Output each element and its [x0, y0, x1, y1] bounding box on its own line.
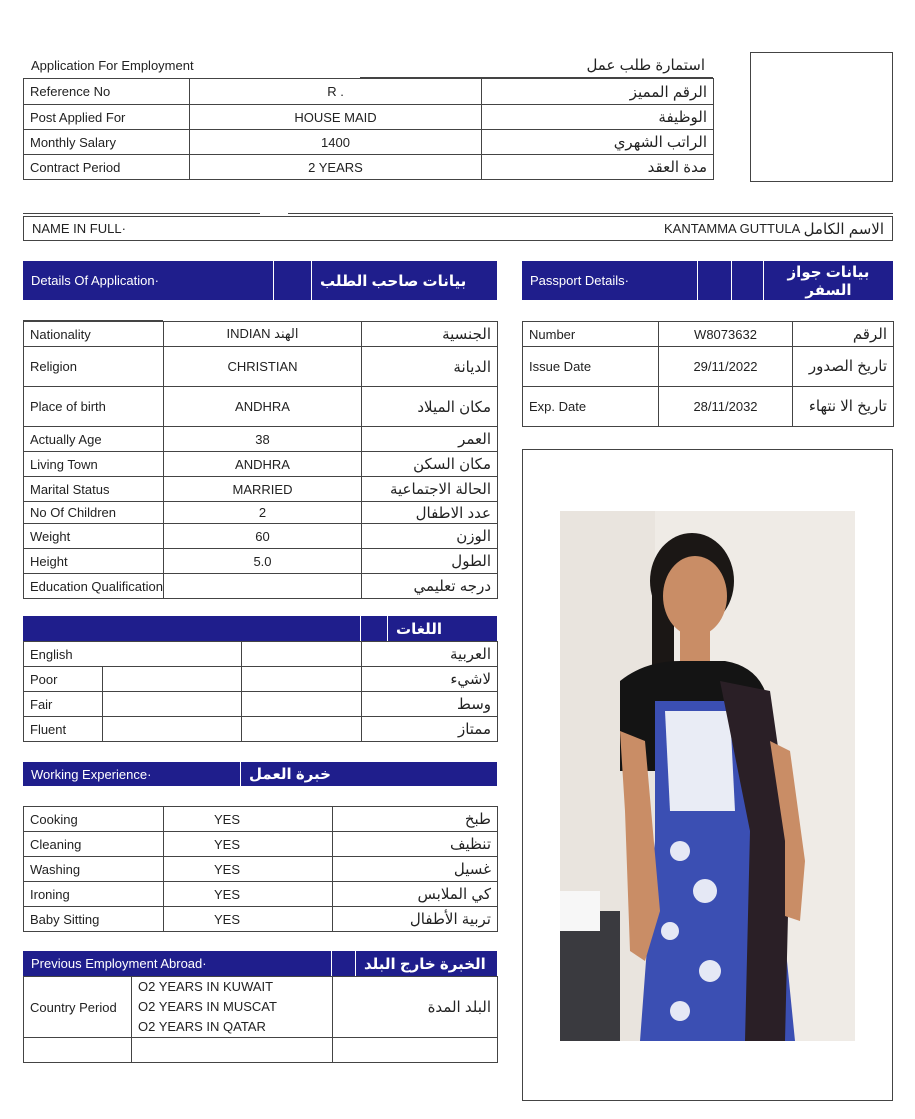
- language-english-label: English: [24, 642, 242, 667]
- passport-band-spacer-2: [732, 261, 764, 300]
- application-row: [24, 502, 498, 524]
- post-label: Post Applied For: [24, 105, 190, 130]
- religion-value: CHRISTIAN: [164, 347, 362, 387]
- passport-number-value: W8073632: [659, 322, 793, 347]
- birthplace-value: ANDHRA: [164, 387, 362, 427]
- language-poor-value: [103, 667, 242, 692]
- salary-label: Monthly Salary: [24, 130, 190, 155]
- passport-number-label-ar: الرقم: [793, 322, 894, 347]
- ironing-label-ar: كي الملابس: [333, 882, 498, 907]
- language-poor-label: Poor: [24, 667, 103, 692]
- issue-date-label: Issue Date: [523, 347, 659, 387]
- living-town-label: Living Town: [24, 452, 164, 477]
- issue-date-value: 29/11/2022: [659, 347, 793, 387]
- passport-row: [523, 387, 894, 427]
- education-label-ar: درجه تعليمي: [362, 574, 498, 599]
- language-english-value: [242, 642, 362, 667]
- marital-label-ar: الحالة الاجتماعية: [362, 477, 498, 502]
- education-label: Education Qualification: [24, 574, 164, 599]
- experience-row: [24, 882, 498, 907]
- language-row: [24, 717, 498, 742]
- abroad-table: [23, 976, 498, 1063]
- application-band: [23, 261, 497, 300]
- religion-label: Religion: [24, 347, 164, 387]
- salary-label-ar: الراتب الشهري: [482, 130, 714, 155]
- abroad-country-period-label: Country Period: [24, 977, 132, 1038]
- weight-value: 60: [164, 524, 362, 549]
- application-row: [24, 524, 498, 549]
- weight-label-ar: الوزن: [362, 524, 498, 549]
- nationality-value: INDIAN الهند: [164, 322, 362, 347]
- name-value: KANTAMMA GUTTULA: [664, 221, 801, 236]
- washing-label-ar: غسيل: [333, 857, 498, 882]
- abroad-empty-cell: [333, 1038, 498, 1063]
- weight-label: Weight: [24, 524, 164, 549]
- abroad-title-ar: الخبرة خارج البلد: [364, 955, 486, 973]
- language-fluent-value-ar: [242, 717, 362, 742]
- abroad-empty-row: [24, 1038, 498, 1063]
- language-fair-label: Fair: [24, 692, 103, 717]
- contract-label: Contract Period: [24, 155, 190, 180]
- header-row-reference: [24, 79, 714, 105]
- birthplace-label: Place of birth: [24, 387, 164, 427]
- height-value: 5.0: [164, 549, 362, 574]
- marital-label: Marital Status: [24, 477, 164, 502]
- experience-row: [24, 857, 498, 882]
- application-row: [24, 549, 498, 574]
- living-town-label-ar: مكان السكن: [362, 452, 498, 477]
- passport-table: [522, 321, 894, 427]
- age-value: 38: [164, 427, 362, 452]
- experience-row: [24, 907, 498, 932]
- experience-row: [24, 832, 498, 857]
- experience-row: [24, 807, 498, 832]
- cleaning-label-ar: تنظيف: [333, 832, 498, 857]
- experience-title-ar: خبرة العمل: [249, 766, 331, 783]
- passport-band-spacer-1: [698, 261, 732, 300]
- exp-date-value: 28/11/2032: [659, 387, 793, 427]
- education-value: [164, 574, 362, 599]
- header-title-ar: استمارة طلب عمل: [586, 57, 705, 74]
- header-table: [23, 78, 714, 180]
- photo-frame: [522, 449, 893, 1101]
- application-row: [24, 477, 498, 502]
- birthplace-label-ar: مكان الميلاد: [362, 387, 498, 427]
- header-row-post: [24, 105, 714, 130]
- ironing-value: YES: [164, 882, 333, 907]
- name-label: NAME IN FULL·: [32, 221, 126, 236]
- applicant-photo: [560, 511, 855, 1041]
- passport-number-label: Number: [523, 322, 659, 347]
- name-rule-left: [23, 213, 260, 214]
- application-row: [24, 322, 498, 347]
- cleaning-label: Cleaning: [24, 832, 164, 857]
- name-label-ar: الاسم الكامل ·: [794, 221, 884, 238]
- cleaning-value: YES: [164, 832, 333, 857]
- name-row: [23, 216, 893, 241]
- reference-label-ar: الرقم المميز: [482, 79, 714, 105]
- passport-band: [522, 261, 893, 300]
- application-row: [24, 387, 498, 427]
- children-label: No Of Children: [24, 502, 164, 524]
- passport-title-ar: بيانات جواز السفر: [787, 263, 870, 299]
- language-row: [24, 667, 498, 692]
- baby-sitting-label: Baby Sitting: [24, 907, 164, 932]
- small-photo-box: [750, 52, 893, 182]
- language-fair-label-ar: وسط: [362, 692, 498, 717]
- abroad-entry: O2 YEARS IN MUSCAT: [138, 999, 277, 1014]
- languages-band-spacer: [361, 616, 388, 641]
- contract-value: 2 YEARS: [190, 155, 482, 180]
- language-fair-value: [103, 692, 242, 717]
- language-fluent-value: [103, 717, 242, 742]
- application-row: [24, 427, 498, 452]
- application-band-spacer: [274, 261, 312, 300]
- age-label-ar: العمر: [362, 427, 498, 452]
- marital-value: MARRIED: [164, 477, 362, 502]
- applicant-photo-illustration: [560, 511, 855, 1041]
- cooking-label: Cooking: [24, 807, 164, 832]
- abroad-band-spacer: [332, 951, 356, 976]
- language-fair-value-ar: [242, 692, 362, 717]
- application-row: [24, 452, 498, 477]
- abroad-empty-cell: [24, 1038, 132, 1063]
- living-town-value: ANDHRA: [164, 452, 362, 477]
- baby-sitting-value: YES: [164, 907, 333, 932]
- contract-label-ar: مدة العقد: [482, 155, 714, 180]
- application-table: [23, 321, 498, 599]
- language-row: [24, 692, 498, 717]
- salary-value: 1400: [190, 130, 482, 155]
- application-title-en: Details Of Application·: [23, 261, 274, 300]
- header-row-contract: [24, 155, 714, 180]
- reference-value: R .: [190, 79, 482, 105]
- languages-title-ar: اللغات: [396, 620, 443, 638]
- reference-label: Reference No: [24, 79, 190, 105]
- washing-value: YES: [164, 857, 333, 882]
- cooking-value: YES: [164, 807, 333, 832]
- language-fluent-label-ar: ممتاز: [362, 717, 498, 742]
- post-label-ar: الوظيفة: [482, 105, 714, 130]
- abroad-entry: O2 YEARS IN QATAR: [138, 1019, 266, 1034]
- application-row: [24, 347, 498, 387]
- nationality-label-ar: الجنسية: [362, 322, 498, 347]
- abroad-entries: [132, 977, 333, 1038]
- application-title-ar: بيانات صاحب الطلب: [320, 272, 467, 290]
- ironing-label: Ironing: [24, 882, 164, 907]
- experience-title-en: Working Experience·: [23, 762, 241, 786]
- post-value: HOUSE MAID: [190, 105, 482, 130]
- language-fluent-label: Fluent: [24, 717, 103, 742]
- religion-label-ar: الديانة: [362, 347, 498, 387]
- languages-band: [23, 616, 497, 641]
- abroad-entry: O2 YEARS IN KUWAIT: [138, 979, 274, 994]
- age-label: Actually Age: [24, 427, 164, 452]
- passport-row: [523, 347, 894, 387]
- exp-date-label: Exp. Date: [523, 387, 659, 427]
- header-row-salary: [24, 130, 714, 155]
- height-label: Height: [24, 549, 164, 574]
- name-rule-right: [288, 213, 893, 214]
- language-poor-label-ar: لاشيء: [362, 667, 498, 692]
- abroad-row: [24, 977, 498, 1038]
- exp-date-label-ar: تاريخ الا نتهاء: [793, 387, 894, 427]
- languages-table: [23, 641, 498, 742]
- header-title-en: Application For Employment: [31, 58, 194, 73]
- abroad-band: [23, 951, 497, 976]
- children-label-ar: عدد الاطفال: [362, 502, 498, 524]
- passport-title-en: Passport Details·: [522, 261, 698, 300]
- nationality-label: Nationality: [24, 322, 164, 347]
- height-label-ar: الطول: [362, 549, 498, 574]
- abroad-country-period-label-ar: البلد المدة: [333, 977, 498, 1038]
- experience-table: [23, 806, 498, 932]
- language-poor-value-ar: [242, 667, 362, 692]
- language-arabic-label: العربية: [362, 642, 498, 667]
- abroad-title-en: Previous Employment Abroad·: [23, 951, 332, 976]
- baby-sitting-label-ar: تربية الأطفال: [333, 907, 498, 932]
- washing-label: Washing: [24, 857, 164, 882]
- children-value: 2: [164, 502, 362, 524]
- experience-band: [23, 762, 497, 786]
- passport-row: [523, 322, 894, 347]
- language-row: [24, 642, 498, 667]
- languages-band-blank: [23, 616, 361, 641]
- issue-date-label-ar: تاريخ الصدور: [793, 347, 894, 387]
- application-row: [24, 574, 498, 599]
- cooking-label-ar: طبخ: [333, 807, 498, 832]
- abroad-empty-cell: [132, 1038, 333, 1063]
